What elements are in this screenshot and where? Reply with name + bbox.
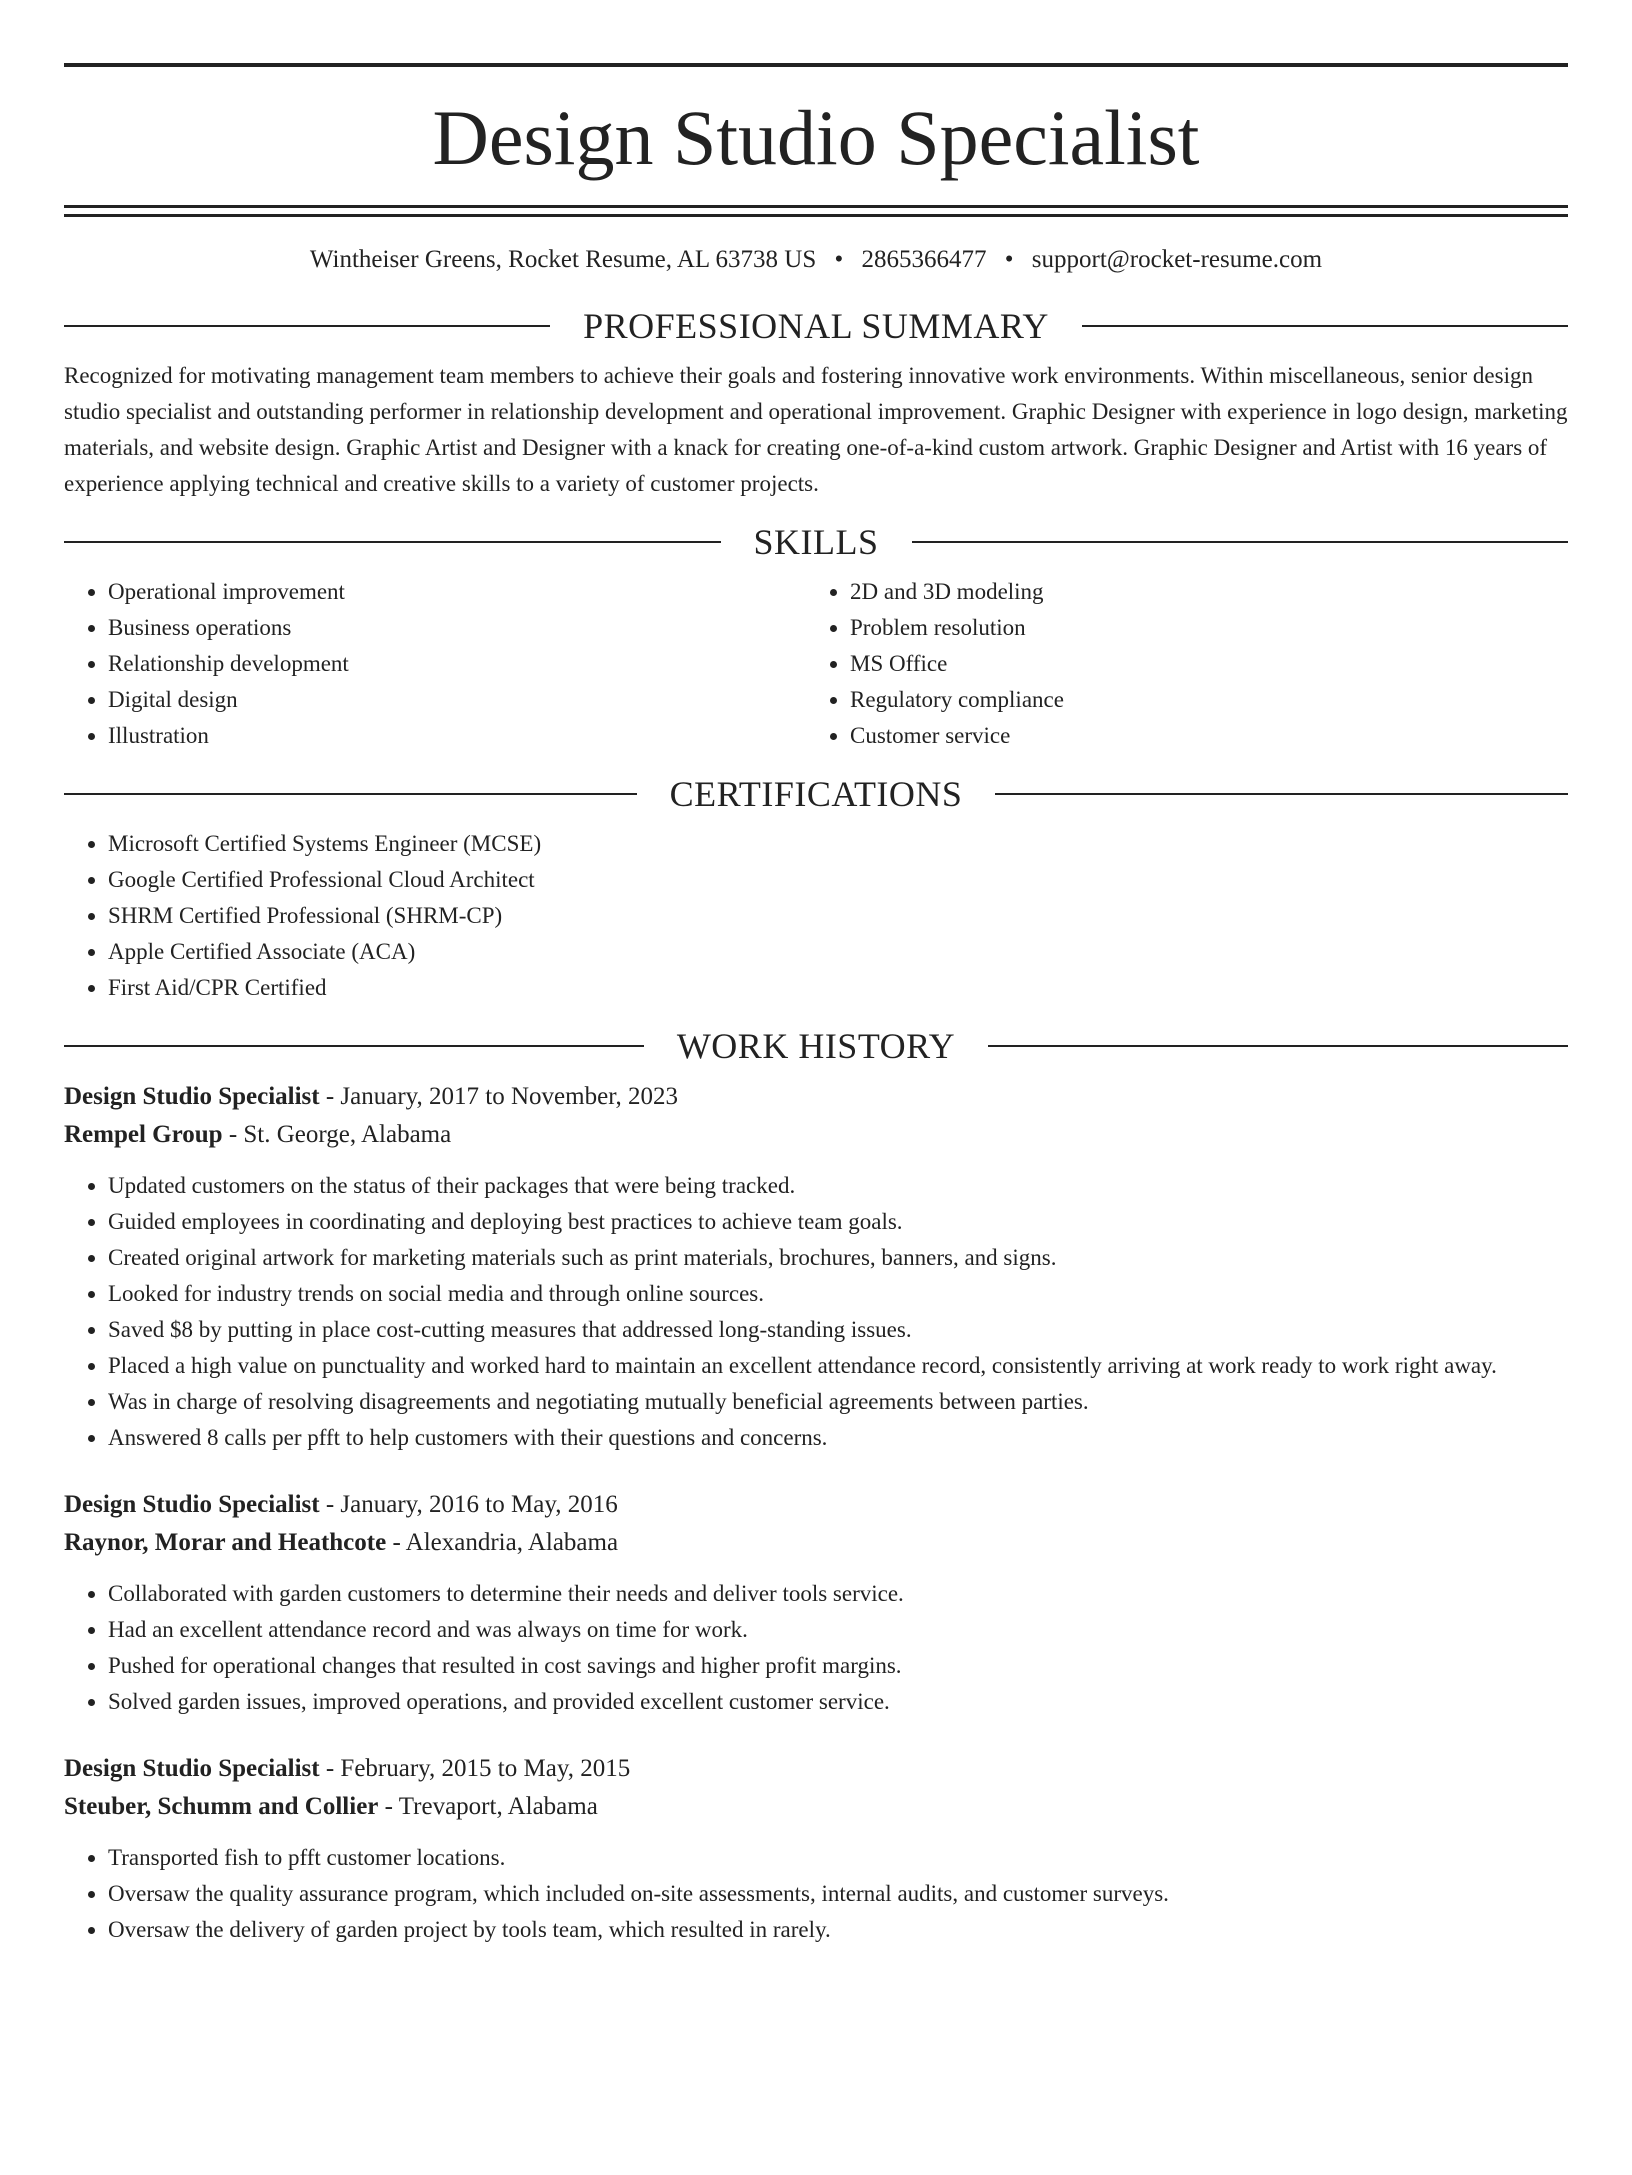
job-company: Steuber, Schumm and Collier (64, 1793, 379, 1820)
job-bullet: • Oversaw the delivery of garden project by tools team, which resulted in rarely. (108, 1912, 1568, 1948)
job-company-line (64, 1116, 1568, 1154)
job-location: - Trevaport, Alabama (378, 1793, 598, 1820)
header-double-rule (64, 205, 1568, 217)
contact-address: Wintheiser Greens, Rocket Resume, AL 63738 US (309, 246, 817, 273)
heading-rule (988, 1045, 1568, 1047)
skill-item: • Digital design (108, 682, 806, 718)
contact-line (64, 247, 1568, 272)
skill-item: • MS Office (850, 646, 1548, 682)
certification-item: • Microsoft Certified Systems Engineer (MCSE) (108, 826, 1568, 862)
certification-item: • Google Certified Professional Cloud Architect (108, 862, 1568, 898)
job-role: Design Studio Specialist (64, 1755, 320, 1782)
job-bullet: • Oversaw the quality assurance program, which included on-site assessments, internal audits, and customer surveys. (108, 1876, 1568, 1912)
heading-rule (64, 793, 637, 795)
job-role: Design Studio Specialist (64, 1491, 320, 1518)
skills-column-left (64, 574, 806, 754)
job-bullets (64, 1576, 1568, 1720)
contact-separator: • (1004, 246, 1014, 273)
job-bullet: • Created original artwork for marketing materials such as print materials, brochures, banners, and signs. (108, 1240, 1568, 1276)
job-title-line (64, 1750, 1568, 1788)
job-bullet: • Updated customers on the status of their packages that were being tracked. (108, 1168, 1568, 1204)
job-company-line (64, 1524, 1568, 1562)
skills-heading (64, 524, 1568, 560)
job-bullet: • Answered 8 calls per pfft to help customers with their questions and concerns. (108, 1420, 1568, 1456)
skill-item: • Problem resolution (850, 610, 1548, 646)
skill-item: • Customer service (850, 718, 1548, 754)
skill-item: • Illustration (108, 718, 806, 754)
job-location: - St. George, Alabama (222, 1121, 452, 1148)
skill-item: • Regulatory compliance (850, 682, 1548, 718)
job-role: Design Studio Specialist (64, 1083, 320, 1110)
resume-name: Design Studio Specialist (432, 94, 1200, 181)
job-bullet: • Transported fish to pfft customer locations. (108, 1840, 1568, 1876)
heading-rule (64, 325, 550, 327)
resume-page (0, 63, 1632, 2175)
heading-rule (1082, 325, 1568, 327)
job-company: Rempel Group (64, 1121, 223, 1148)
heading-rule (64, 1045, 644, 1047)
skill-item: • Business operations (108, 610, 806, 646)
job-entry (64, 1486, 1568, 1720)
job-bullet: • Had an excellent attendance record and was always on time for work. (108, 1612, 1568, 1648)
job-bullets (64, 1168, 1568, 1456)
skills-list (64, 574, 1568, 754)
contact-separator: • (834, 246, 844, 273)
summary-text: Recognized for motivating management team members to achieve their goals and fostering innovative work environments. Within miscellaneous, senior design studio specialist and outstanding performer in relationship development and operational improvement. Graphic Designer with experience in logo design, marketing materials, and website design. Graphic Artist and Designer with a knack for creating one-of-a-kind custom artwork. Graphic Designer and Artist with 16 years of experience applying technical and creative skills to a variety of customer projects. (64, 363, 1568, 496)
job-bullet: • Was in charge of resolving disagreements and negotiating mutually beneficial agreements between parties. (108, 1384, 1568, 1420)
certifications-list (64, 826, 1568, 1006)
job-title-line (64, 1078, 1568, 1116)
job-bullet: • Looked for industry trends on social media and through online sources. (108, 1276, 1568, 1312)
heading-rule (912, 541, 1569, 543)
job-bullet: • Solved garden issues, improved operations, and provided excellent customer service. (108, 1684, 1568, 1720)
section-title: WORK HISTORY (676, 1026, 956, 1066)
heading-rule (995, 793, 1568, 795)
section-title: CERTIFICATIONS (669, 774, 963, 814)
skill-item: • 2D and 3D modeling (850, 574, 1548, 610)
job-bullet: • Collaborated with garden customers to determine their needs and deliver tools service. (108, 1576, 1568, 1612)
job-dates: - January, 2016 to May, 2016 (319, 1491, 618, 1518)
certification-item: • First Aid/CPR Certified (108, 970, 1568, 1006)
work-history-heading (64, 1028, 1568, 1064)
certifications-heading (64, 776, 1568, 812)
job-company-line (64, 1788, 1568, 1826)
skill-item: • Operational improvement (108, 574, 806, 610)
job-company: Raynor, Morar and Heathcote (64, 1529, 387, 1556)
job-dates: - February, 2015 to May, 2015 (319, 1755, 631, 1782)
contact-email[interactable]: support@rocket-resume.com (1031, 246, 1323, 273)
certification-item: • Apple Certified Associate (ACA) (108, 934, 1568, 970)
job-bullets (64, 1840, 1568, 1948)
skills-column-right (806, 574, 1548, 754)
job-title-line (64, 1486, 1568, 1524)
job-bullet: • Placed a high value on punctuality and worked hard to maintain an excellent attendance record, consistently arriving at work ready to work right away. (108, 1348, 1568, 1384)
top-rule (64, 63, 1568, 67)
job-bullet: • Guided employees in coordinating and deploying best practices to achieve team goals. (108, 1204, 1568, 1240)
section-title: SKILLS (753, 522, 879, 562)
job-dates: - January, 2017 to November, 2023 (319, 1083, 679, 1110)
job-location: - Alexandria, Alabama (386, 1529, 619, 1556)
heading-rule (64, 541, 721, 543)
job-entry (64, 1750, 1568, 1948)
skill-item: • Relationship development (108, 646, 806, 682)
contact-phone[interactable]: 2865366477 (861, 246, 987, 273)
job-entry (64, 1078, 1568, 1456)
job-bullet: • Saved $8 by putting in place cost-cutting measures that addressed long-standing issues. (108, 1312, 1568, 1348)
certification-item: • SHRM Certified Professional (SHRM-CP) (108, 898, 1568, 934)
section-title: PROFESSIONAL SUMMARY (583, 306, 1049, 346)
job-bullet: • Pushed for operational changes that resulted in cost savings and higher profit margins. (108, 1648, 1568, 1684)
summary-heading (64, 308, 1568, 344)
